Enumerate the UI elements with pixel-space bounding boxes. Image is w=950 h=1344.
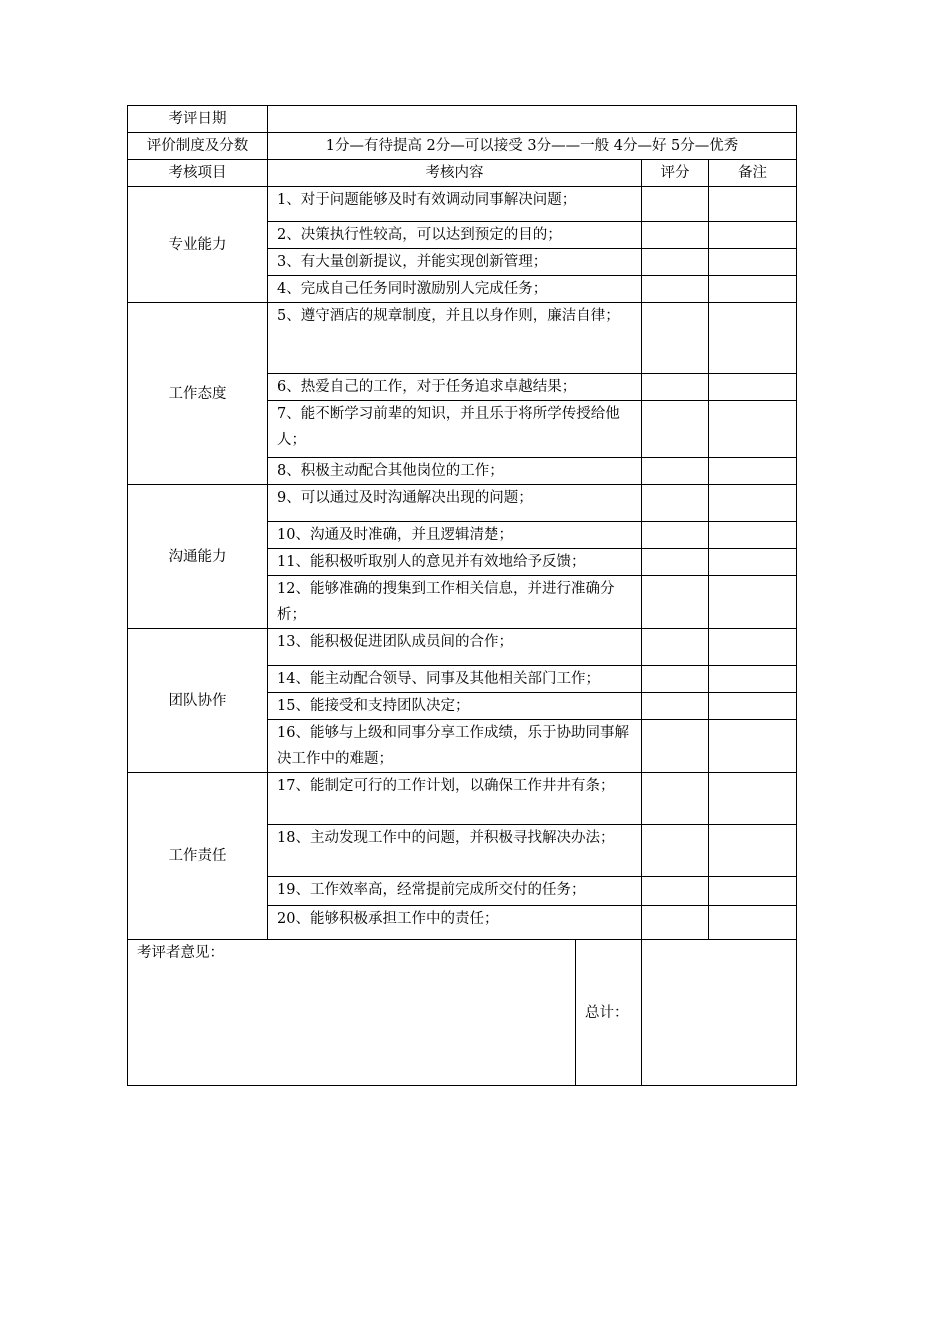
reviewer-opinion-field[interactable] bbox=[128, 940, 576, 1086]
total-value-field[interactable] bbox=[642, 940, 797, 1086]
note-cell[interactable] bbox=[709, 693, 797, 720]
note-cell[interactable] bbox=[709, 877, 797, 906]
criteria-item: 9、可以通过及时沟通解决出现的问题； bbox=[268, 485, 642, 522]
note-cell[interactable] bbox=[709, 485, 797, 522]
note-cell[interactable] bbox=[709, 303, 797, 374]
criteria-item: 11、能积极听取别人的意见并有效地给予反馈； bbox=[268, 549, 642, 576]
criteria-item: 8、积极主动配合其他岗位的工作； bbox=[268, 458, 642, 485]
note-cell[interactable] bbox=[709, 458, 797, 485]
criteria-item: 15、能接受和支持团队决定； bbox=[268, 693, 642, 720]
scoring-scale: 1分—有待提高 2分—可以接受 3分——一般 4分—好 5分—优秀 bbox=[268, 133, 797, 160]
note-cell[interactable] bbox=[709, 187, 797, 222]
note-cell[interactable] bbox=[709, 720, 797, 773]
note-cell[interactable] bbox=[709, 576, 797, 629]
date-value-field[interactable] bbox=[268, 106, 797, 133]
date-label: 考评日期 bbox=[128, 106, 268, 133]
section-name: 沟通能力 bbox=[128, 485, 268, 629]
note-cell[interactable] bbox=[709, 666, 797, 693]
evaluation-table bbox=[127, 105, 797, 1086]
criteria-item: 20、能够积极承担工作中的责任； bbox=[268, 906, 642, 940]
score-cell[interactable] bbox=[642, 877, 709, 906]
score-cell[interactable] bbox=[642, 276, 709, 303]
score-cell[interactable] bbox=[642, 303, 709, 374]
note-cell[interactable] bbox=[709, 906, 797, 940]
scoring-label: 评价制度及分数 bbox=[128, 133, 268, 160]
score-cell[interactable] bbox=[642, 629, 709, 666]
criteria-item: 3、有大量创新提议，并能实现创新管理； bbox=[268, 249, 642, 276]
score-cell[interactable] bbox=[642, 666, 709, 693]
score-cell[interactable] bbox=[642, 522, 709, 549]
note-cell[interactable] bbox=[709, 249, 797, 276]
score-cell[interactable] bbox=[642, 773, 709, 825]
note-cell[interactable] bbox=[709, 549, 797, 576]
criteria-item: 14、能主动配合领导、同事及其他相关部门工作； bbox=[268, 666, 642, 693]
section-name: 工作态度 bbox=[128, 303, 268, 485]
score-cell[interactable] bbox=[642, 401, 709, 458]
score-cell[interactable] bbox=[642, 187, 709, 222]
score-cell[interactable] bbox=[642, 249, 709, 276]
score-cell[interactable] bbox=[642, 374, 709, 401]
score-cell[interactable] bbox=[642, 222, 709, 249]
criteria-item: 5、遵守酒店的规章制度，并且以身作则，廉洁自律； bbox=[268, 303, 642, 374]
note-cell[interactable] bbox=[709, 374, 797, 401]
section-name: 工作责任 bbox=[128, 773, 268, 940]
score-cell[interactable] bbox=[642, 906, 709, 940]
score-cell[interactable] bbox=[642, 693, 709, 720]
note-cell[interactable] bbox=[709, 773, 797, 825]
section-name: 专业能力 bbox=[128, 187, 268, 303]
note-cell[interactable] bbox=[709, 401, 797, 458]
note-cell[interactable] bbox=[709, 825, 797, 877]
reviewer-opinion-label: 考评者意见： bbox=[137, 945, 224, 961]
score-cell[interactable] bbox=[642, 549, 709, 576]
total-label: 总计： bbox=[576, 940, 642, 1086]
note-cell[interactable] bbox=[709, 276, 797, 303]
section-name: 团队协作 bbox=[128, 629, 268, 773]
score-cell[interactable] bbox=[642, 825, 709, 877]
column-header-score: 评分 bbox=[642, 160, 709, 187]
criteria-item: 13、能积极促进团队成员间的合作； bbox=[268, 629, 642, 666]
note-cell[interactable] bbox=[709, 222, 797, 249]
criteria-item: 17、能制定可行的工作计划，以确保工作井井有条； bbox=[268, 773, 642, 825]
note-cell[interactable] bbox=[709, 629, 797, 666]
column-header-category: 考核项目 bbox=[128, 160, 268, 187]
criteria-item: 18、主动发现工作中的问题，并积极寻找解决办法； bbox=[268, 825, 642, 877]
criteria-item: 2、决策执行性较高，可以达到预定的目的； bbox=[268, 222, 642, 249]
score-cell[interactable] bbox=[642, 485, 709, 522]
score-cell[interactable] bbox=[642, 720, 709, 773]
criteria-item: 16、能够与上级和同事分享工作成绩，乐于协助同事解决工作中的难题； bbox=[268, 720, 642, 773]
score-cell[interactable] bbox=[642, 458, 709, 485]
criteria-item: 6、热爱自己的工作，对于任务追求卓越结果； bbox=[268, 374, 642, 401]
criteria-item: 10、沟通及时准确，并且逻辑清楚； bbox=[268, 522, 642, 549]
score-cell[interactable] bbox=[642, 576, 709, 629]
column-header-note: 备注 bbox=[709, 160, 797, 187]
criteria-item: 19、工作效率高，经常提前完成所交付的任务； bbox=[268, 877, 642, 906]
criteria-item: 7、能不断学习前辈的知识，并且乐于将所学传授给他人； bbox=[268, 401, 642, 458]
criteria-item: 12、能够准确的搜集到工作相关信息，并进行准确分析； bbox=[268, 576, 642, 629]
note-cell[interactable] bbox=[709, 522, 797, 549]
criteria-item: 1、对于问题能够及时有效调动同事解决问题； bbox=[268, 187, 642, 222]
column-header-content: 考核内容 bbox=[268, 160, 642, 187]
criteria-item: 4、完成自己任务同时激励别人完成任务； bbox=[268, 276, 642, 303]
